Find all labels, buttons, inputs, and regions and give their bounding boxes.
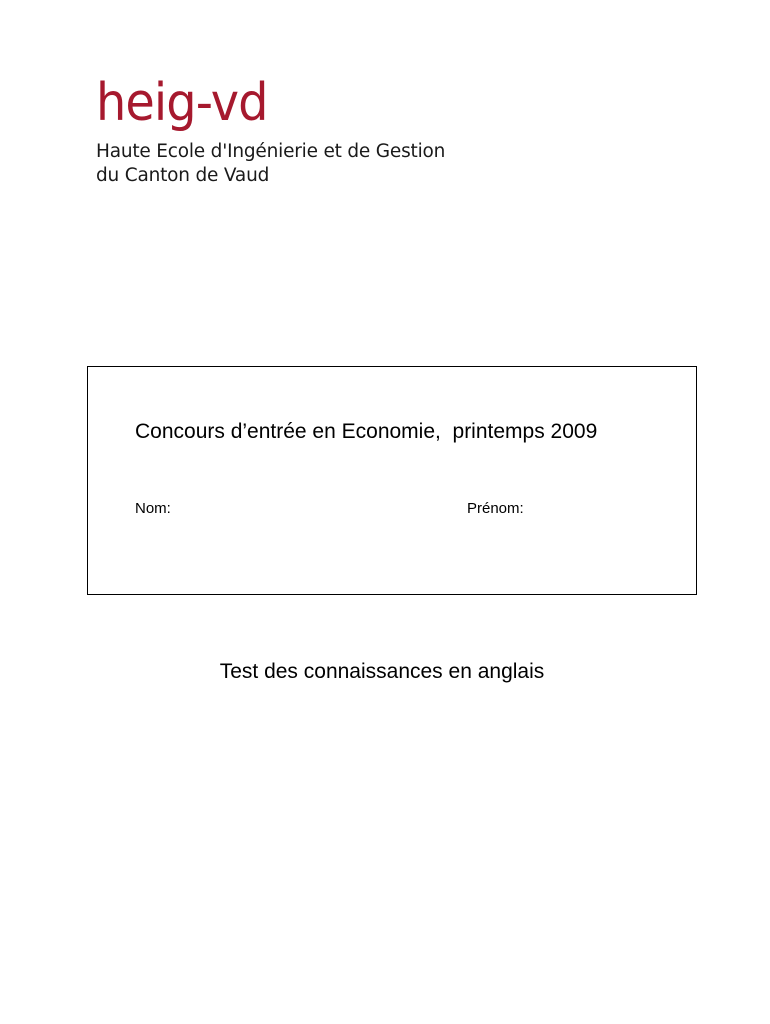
test-subject-title xyxy=(0,658,770,686)
institution-logo xyxy=(96,72,476,188)
test-subject-title-text: Test des connaissances en anglais xyxy=(219,660,545,683)
prenom-label: Prénom: xyxy=(467,500,524,517)
exam-title: Concours d’entrée en Economie, printemps 2009 xyxy=(135,420,598,443)
institution-name-line-1: Haute Ecole d'Ingénierie et de Gestion xyxy=(96,141,446,162)
logo-wordmark: heig-vd xyxy=(96,73,268,133)
nom-label: Nom: xyxy=(135,500,171,517)
candidate-info-box xyxy=(87,366,697,595)
institution-name-line-2: du Canton de Vaud xyxy=(96,165,270,186)
